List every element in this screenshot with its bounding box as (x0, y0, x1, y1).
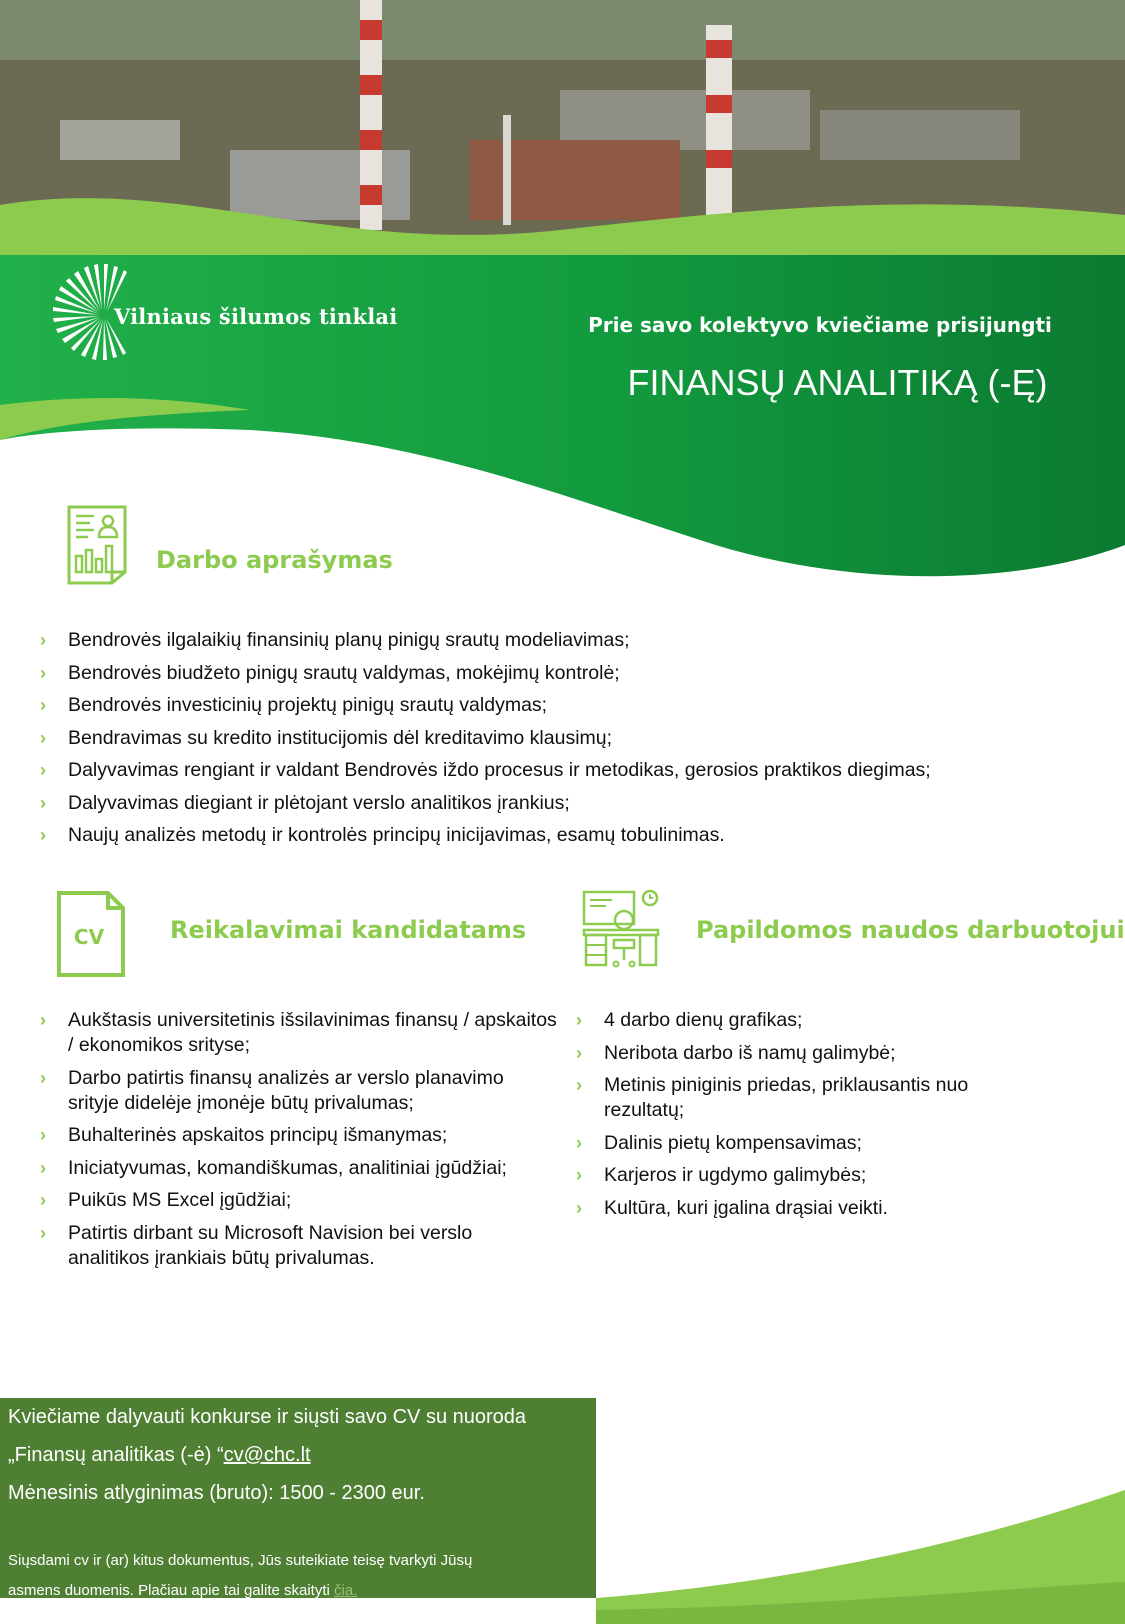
bullet-chevron-icon: › (576, 1042, 582, 1063)
bullet-chevron-icon: › (40, 1157, 46, 1178)
list-item: › Dalinis pietų kompensavimas; (576, 1131, 862, 1154)
list-item: › Bendrovės biudžeto pinigų srautų valdymas, mokėjimų kontrolė; (40, 661, 620, 684)
cv-icon-label: CV (73, 925, 105, 949)
cv-document-icon (56, 890, 126, 978)
bullet-chevron-icon: › (576, 1197, 582, 1218)
requirements-heading: Reikalavimai kandidatams (170, 916, 527, 944)
bullet-chevron-icon: › (40, 792, 46, 813)
list-item: › Patirtis dirbant su Microsoft Navision bei verslo analitikos įrankiais būtų privalumas. (40, 1221, 473, 1269)
bullet-chevron-icon: › (40, 1190, 46, 1210)
list-item: › Bendravimas su kredito institucijomis dėl kreditavimo klausimų; (40, 726, 613, 749)
list-item: › Bendrovės investicinių projektų pinigų srautų valdymas; (40, 694, 548, 716)
salary-text: Mėnesinis atlyginimas (bruto): 1500 - 2300 eur. (8, 1482, 425, 1504)
bullet-chevron-icon: › (40, 1125, 46, 1145)
bullet-chevron-icon: › (576, 1010, 582, 1030)
privacy-link[interactable]: čia. (334, 1582, 358, 1599)
list-item: › Bendrovės ilgalaikių finansinių planų pinigų srautų modeliavimas; (40, 629, 630, 651)
bullet-chevron-icon: › (40, 695, 46, 715)
list-item: › 4 darbo dienų grafikas; (576, 1009, 803, 1031)
list-item: › Aukštasis universitetinis išsilavinimas finansų / apskaitos / ekonomikos srityse; (40, 1009, 557, 1056)
list-item: › Kultūra, kuri įgalina drąsiai veikti. (576, 1196, 888, 1219)
job-title: FINANSŲ ANALITIKĄ (-Ę) (627, 362, 1048, 403)
list-item: › Puikūs MS Excel įgūdžiai; (40, 1189, 292, 1211)
privacy-notice-line: Siųsdami cv ir (ar) kitus dokumentus, Jūs suteikiate teisę tvarkyti Jūsų (8, 1552, 473, 1569)
list-item: › Neribota darbo iš namų galimybė; (576, 1041, 896, 1064)
privacy-notice-line: asmens duomenis. Plačiau apie tai galite skaityti čia. (8, 1582, 358, 1599)
header-wave-background (0, 0, 1125, 600)
list-item: › Karjeros ir ugdymo galimybės; (576, 1164, 867, 1186)
benefits-heading: Papildomos naudos darbuotojui (696, 916, 1125, 944)
list-item: › Darbo patirtis finansų analizės ar verslo planavimo srityje didelėje įmonėje būtų privalumas; (40, 1066, 504, 1114)
benefits-list (574, 1008, 1024, 1228)
bullet-chevron-icon: › (40, 630, 46, 650)
list-item: › Buhalterinės apskaitos principų išmanymas; (40, 1124, 448, 1146)
requirements-list (38, 1008, 558, 1278)
footer-call-to-action (0, 1398, 596, 1598)
report-document-icon (66, 504, 128, 586)
company-name: Vilniaus šilumos tinklai (114, 304, 398, 329)
list-item: › Dalyvavimas diegiant ir plėtojant verslo analitikos įrankius; (40, 791, 570, 814)
job-description-list (38, 628, 1098, 856)
bullet-chevron-icon: › (576, 1132, 582, 1153)
footer-invite-line: Kviečiame dalyvauti konkurse ir siųsti savo CV su nuoroda (8, 1406, 527, 1428)
bullet-chevron-icon: › (40, 1010, 46, 1030)
list-item: › Dalyvavimas rengiant ir valdant Bendrovės iždo procesus ir metodikas, gerosios praktikos diegimas; (40, 759, 931, 781)
bullet-chevron-icon: › (40, 1067, 46, 1088)
invite-text: Prie savo kolektyvo kviečiame prisijungti (588, 313, 1052, 337)
footer-reference-line: „Finansų analitikas (-ė) “cv@chc.lt (8, 1444, 311, 1466)
bullet-chevron-icon: › (576, 1075, 582, 1095)
list-item: › Naujų analizės metodų ir kontrolės principų inicijavimas, esamų tobulinimas. (40, 824, 725, 846)
bullet-chevron-icon: › (40, 1222, 46, 1243)
bullet-chevron-icon: › (40, 727, 46, 748)
bullet-chevron-icon: › (40, 662, 46, 683)
workplace-desk-icon (582, 888, 660, 970)
bullet-chevron-icon: › (576, 1165, 582, 1185)
job-description-heading: Darbo aprašymas (156, 546, 393, 574)
bullet-chevron-icon: › (40, 760, 46, 780)
bullet-chevron-icon: › (40, 825, 46, 845)
list-item: › Iniciatyvumas, komandiškumas, analitiniai įgūdžiai; (40, 1156, 507, 1179)
email-link[interactable]: cv@chc.lt (223, 1444, 311, 1466)
list-item: › Metinis piniginis priedas, priklausantis nuo rezultatų; (576, 1074, 969, 1121)
